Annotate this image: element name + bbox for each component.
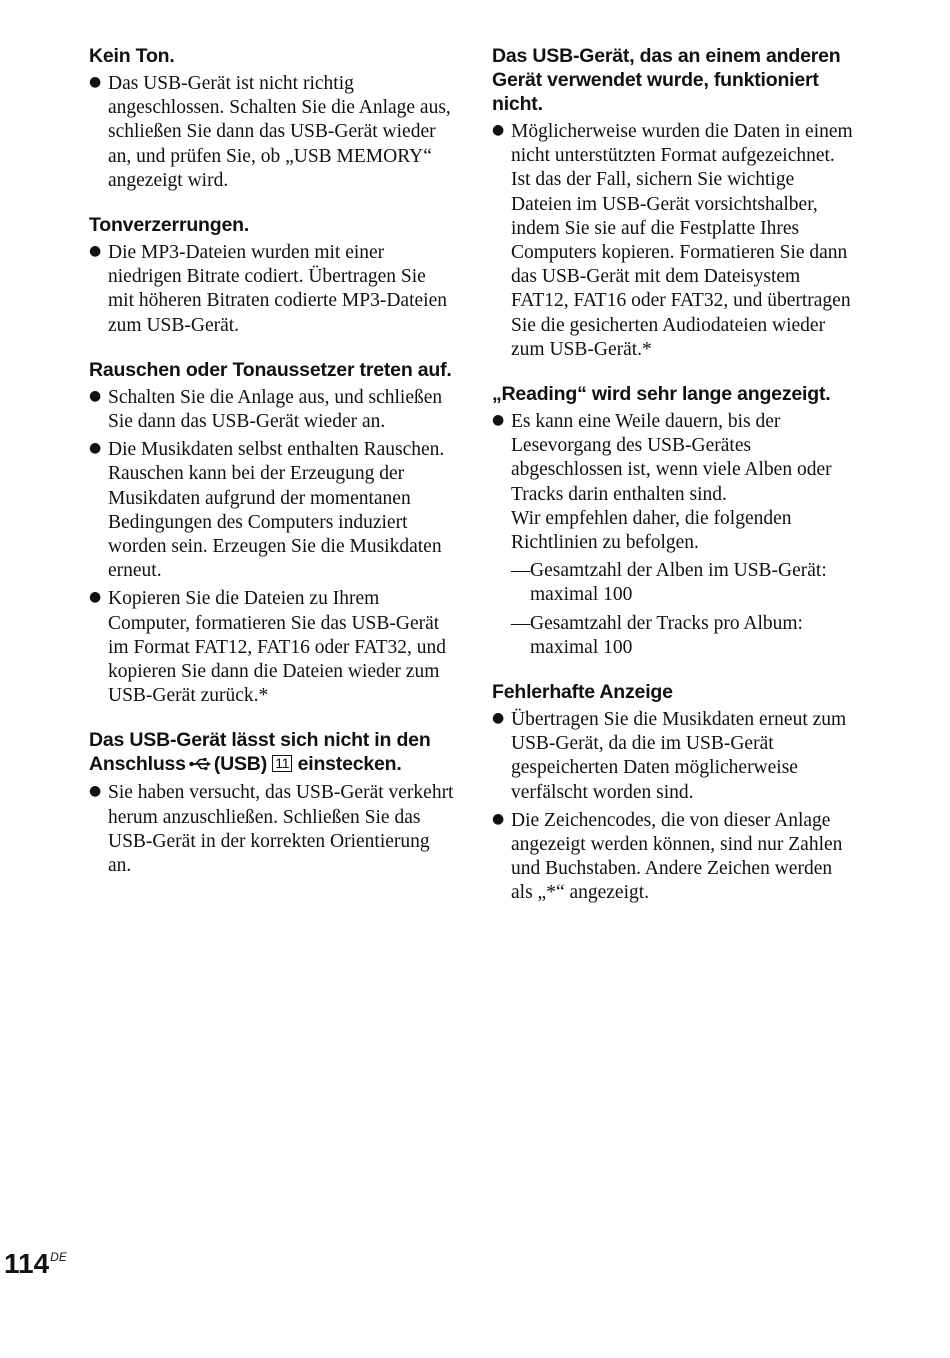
section-reading (492, 382, 854, 660)
bullet-item: ● Möglicherweise wurden die Daten in einem nicht unterstützten Format aufgezeichnet. Ist das der Fall, sichern Sie wichtige Dateien im USB-Gerät vorsichtshalber, indem Sie sie auf die Festplatte Ihres Computers kopieren. Formatieren Sie dann das USB-Gerät mit dem Dateisystem FAT12, FAT16 oder FAT32, und übertragen Sie die gesicherten Audiodateien wieder zum USB-Gerät.* (492, 120, 854, 362)
bullet-item: ● Das USB-Gerät ist nicht richtig angeschlossen. Schalten Sie die Anlage aus, schließen Sie dann das USB-Gerät wieder an, und prüfen Sie, ob „USB MEMORY“ angezeigt wird. (89, 72, 454, 193)
page-number-value: 114 (4, 1248, 50, 1279)
bullet-item (492, 410, 854, 660)
dash-list (511, 559, 854, 660)
section-rauschen (89, 358, 454, 709)
heading-usb-label: (USB) (213, 753, 267, 776)
section-kein-ton (89, 44, 454, 193)
bullet-item: ● Die MP3-Dateien wurden mit einer niedrigen Bitrate codiert. Übertragen Sie mit höheren Bitraten codierte MP3-Dateien zum USB-Gerät. (89, 241, 454, 338)
heading-text-part2: einstecken. (297, 753, 402, 776)
bullet-list (492, 120, 854, 362)
bullet-list (89, 781, 454, 878)
section-anderes-geraet (492, 44, 854, 362)
bullet-intro-text: ● Es kann eine Weile dauern, bis der Lesevorgang des USB-Gerätes abgeschlossen ist, wenn viele Alben oder Tracks darin enthalten sind. (511, 411, 832, 505)
section-heading: Tonverzerrungen. (89, 214, 250, 237)
bullet-item: ● Sie haben versucht, das USB-Gerät verkehrt herum anzuschließen. Schließen Sie das USB-Gerät in der korrekten Orientierung an. (89, 781, 454, 878)
bullet-list (89, 386, 454, 709)
section-heading: Kein Ton. (89, 45, 175, 67)
bullet-followup-text: Wir empfehlen daher, die folgenden Richtlinien zu befolgen. (511, 507, 792, 554)
right-column (492, 44, 854, 926)
section-heading: Fehlerhafte Anzeige (492, 681, 673, 704)
bullet-item: ● Kopieren Sie die Dateien zu Ihrem Computer, formatieren Sie das USB-Gerät im Format FAT12, FAT16 oder FAT32, und kopieren Sie dann die Dateien wieder zum USB-Gerät zurück.* (89, 587, 454, 708)
dash-item: — Gesamtzahl der Tracks pro Album: maximal 100 (511, 612, 854, 660)
bullet-list (89, 241, 454, 338)
section-usb-einstecken (89, 728, 454, 878)
bullet-list (492, 410, 854, 660)
page-language-code: DE (50, 1250, 67, 1264)
section-fehlerhafte-anzeige (492, 680, 854, 906)
bullet-list (492, 708, 854, 906)
page-number (4, 1248, 67, 1280)
section-heading: Das USB-Gerät, das an einem anderen Gerät verwendet wurde, funktioniert nicht. (492, 45, 841, 115)
bullet-item: ● Übertragen Sie die Musikdaten erneut zum USB-Gerät, da die im USB-Gerät gespeicherten Daten möglicherweise verfälscht worden sind. (492, 708, 854, 805)
heading-text-part1: Das USB-Gerät lässt sich nicht in den Anschluss (89, 729, 431, 776)
dash-item: — Gesamtzahl der Alben im USB-Gerät: maximal 100 (511, 559, 854, 607)
section-heading: „Reading“ wird sehr lange angezeigt. (492, 383, 831, 406)
bullet-item: ● Die Musikdaten selbst enthalten Rauschen. Rauschen kann bei der Erzeugung der Musikdaten aufgrund der momentanen Bedingungen des Computers induziert worden sein. Erzeugen Sie die Musikdaten erneut. (89, 438, 454, 583)
connector-number-badge: 11 (272, 755, 292, 772)
bullet-list (89, 72, 454, 193)
section-heading: Rauschen oder Tonaussetzer treten auf. (89, 358, 452, 381)
section-tonverzerrungen (89, 213, 454, 338)
bullet-item: ● Die Zeichencodes, die von dieser Anlage angezeigt werden können, sind nur Zahlen und Buchstaben. Andere Zeichen werden als „*“ angezeigt. (492, 809, 854, 906)
left-column (89, 44, 454, 898)
bullet-item: ● Schalten Sie die Anlage aus, und schließen Sie dann das USB-Gerät wieder an. (89, 386, 454, 434)
section-heading (89, 728, 454, 777)
usb-icon (189, 753, 211, 777)
